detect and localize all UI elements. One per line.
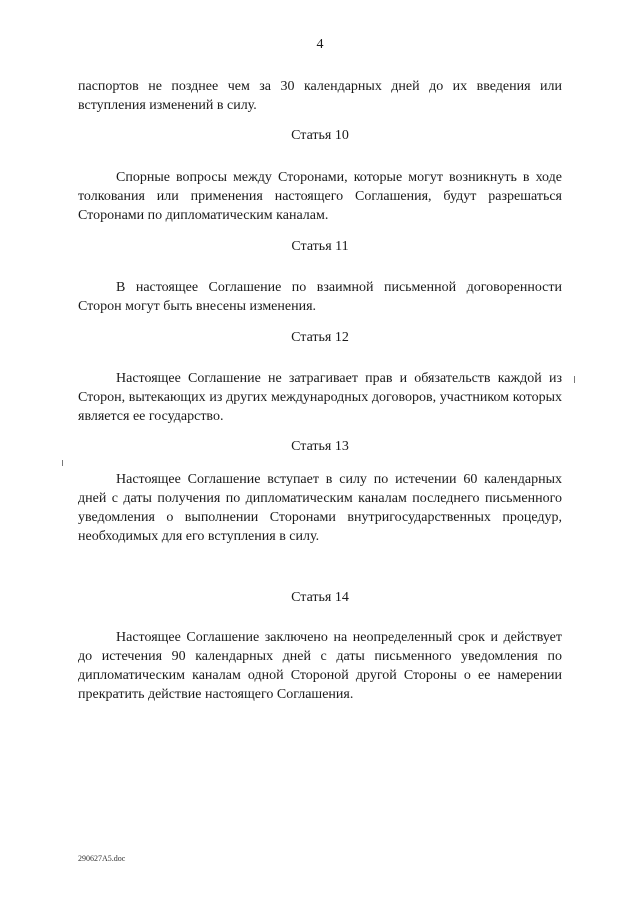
- scan-artifact-mark: [62, 460, 63, 466]
- scan-artifact-mark: [574, 376, 575, 383]
- article-11-heading: Статья 11: [291, 239, 349, 254]
- article-14-heading: Статья 14: [291, 590, 349, 605]
- article-11-text: В настоящее Соглашение по взаимной письменной договоренности Сторон могут быть внесены изменения.: [78, 280, 562, 314]
- article-10-heading: Статья 10: [291, 128, 349, 143]
- article-13-heading: Статья 13: [291, 439, 349, 454]
- article-10-text: Спорные вопросы между Сторонами, которые могут возникнуть в ходе толкования или применения настоящего Соглашения, будут разрешаться Сторонами по дипломатическим каналам.: [78, 170, 562, 223]
- article-12-text: Настоящее Соглашение не затрагивает прав и обязательств каждой из Сторон, вытекающих из других международных договоров, участником которых является ее государство.: [78, 371, 562, 424]
- article-13-text: Настоящее Соглашение вступает в силу по истечении 60 календарных дней с даты получения по дипломатическим каналам последнего письменного уведомления о выполнении Сторонами внутригосударственных процедур, необходимых для его вступления в силу.: [78, 472, 562, 544]
- opening-paragraph: паспортов не позднее чем за 30 календарных дней до их введения или вступления изменений в силу.: [78, 79, 562, 113]
- article-12-heading: Статья 12: [291, 330, 349, 345]
- page-number: 4: [316, 37, 324, 52]
- article-14-text: Настоящее Соглашение заключено на неопределенный срок и действует до истечения 90 календарных дней с даты письменного уведомления по дипломатическим каналам одной Стороной другой Стороны о ее намерении прекратить действие настоящего Соглашения.: [78, 630, 562, 702]
- footer-document-code: 290627A5.doc: [78, 854, 126, 863]
